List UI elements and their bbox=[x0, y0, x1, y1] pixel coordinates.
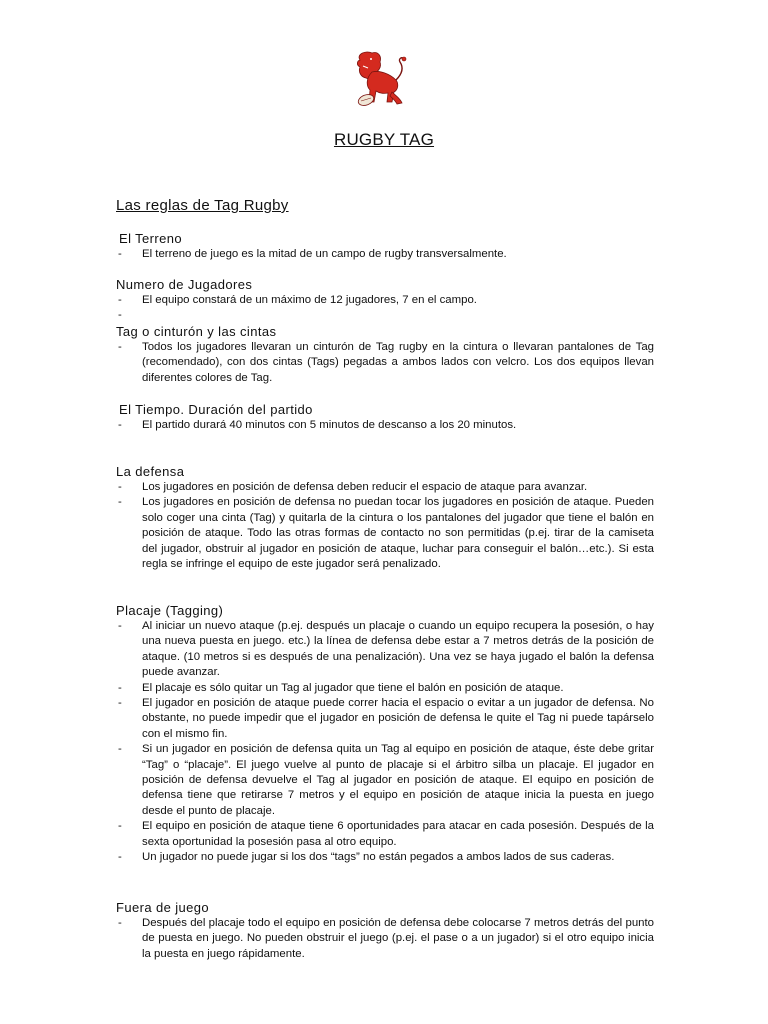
lion-logo-graphic bbox=[352, 50, 412, 112]
section-terreno bbox=[119, 230, 657, 262]
list-item: - Un jugador no puede jugar si los dos “tags” no están pegados a ambos lados de sus caderas. bbox=[116, 850, 654, 865]
section-defensa bbox=[116, 463, 654, 572]
document-title: RUGBY TAG bbox=[333, 130, 435, 149]
list-item: - El equipo constará de un máximo de 12 jugadores, 7 en el campo. bbox=[116, 293, 654, 308]
section-heading: Numero de Jugadores bbox=[116, 277, 253, 292]
lion-logo-icon bbox=[352, 50, 412, 112]
list-item: - El equipo en posición de ataque tiene 6 oportunidades para atacar en cada posesión. Después de la sexta oportunidad la posesión pasa al otro equipo. bbox=[116, 819, 654, 850]
list-item-empty bbox=[116, 308, 654, 323]
section-heading: Tag o cinturón y las cintas bbox=[116, 324, 277, 339]
section-fuera-de-juego bbox=[116, 899, 654, 962]
list-item: - Todos los jugadores llevaran un cinturón de Tag rugby en la cintura o llevaran pantalones de Tag (recomendado), con dos cintas (Tags) pegadas a ambos lados con velcro. Los dos equipos llevan diferentes colores de Tag. bbox=[116, 340, 654, 386]
list-item: - El placaje es sólo quitar un Tag al jugador que tiene el balón en posición de ataque. bbox=[116, 681, 654, 696]
list-item: - Al iniciar un nuevo ataque (p.ej. después un placaje o cuando un equipo recupera la posesión, o hay una nueva puesta en juego. etc.) la línea de defensa debe estar a 7 metros detrás de la posición de ataque. (10 metros si es después de una penalización). Una vez se haya jugado el balón la defensa puede avanzar. bbox=[116, 619, 654, 681]
section-heading: El Terreno bbox=[119, 231, 183, 246]
section-placaje bbox=[116, 602, 654, 866]
section-jugadores bbox=[116, 276, 654, 324]
section-heading: La defensa bbox=[116, 464, 185, 479]
section-heading: Placaje (Tagging) bbox=[116, 603, 224, 618]
list-item: - El partido durará 40 minutos con 5 minutos de descanso a los 20 minutos. bbox=[116, 418, 657, 433]
section-tiempo bbox=[119, 401, 657, 433]
section-heading: El Tiempo. Duración del partido bbox=[119, 402, 313, 417]
list-item: - El jugador en posición de ataque puede correr hacia el espacio o evitar a un jugador de defensa. No obstante, no puede impedir que el jugador en posición de defensa le quite el Tag ni puede tapárselo con el mismo fin. bbox=[116, 696, 654, 742]
section-heading: Fuera de juego bbox=[116, 900, 210, 915]
list-item: - Los jugadores en posición de defensa no puedan tocar los jugadores en posición de ataque. Pueden solo coger una cinta (Tag) y quitarla de la cintura o los pantalones del jugador que tiene el balón en posición de ataque. Todo las otras formas de contacto no son permitidas (p.ej. tirar de la camiseta del jugador, obstruir al jugador en posición de ataque, luchar para conseguir el balón…etc.). Si esta regla se infringe el equipo de este jugador será penalizado. bbox=[116, 495, 654, 572]
section-tag-cinturon bbox=[116, 323, 654, 386]
rules-subtitle: Las reglas de Tag Rugby bbox=[116, 197, 289, 214]
list-item: - Después del placaje todo el equipo en posición de defensa debe colocarse 7 metros detrás del punto de puesta en juego. No pueden obstruir el juego (p.ej. el pase o a un jugador) si el otro equipo inicia la puesta en juego rápidamente. bbox=[116, 916, 654, 962]
list-item: - Los jugadores en posición de defensa deben reducir el espacio de ataque para avanzar. bbox=[116, 480, 654, 495]
list-item: - El terreno de juego es la mitad de un campo de rugby transversalmente. bbox=[116, 247, 657, 262]
list-item: - Si un jugador en posición de defensa quita un Tag al equipo en posición de ataque, éste debe gritar “Tag” o “placaje”. El juego vuelve al punto de placaje si el árbitro silba un placaje. El jugador en posición de defensa devuelve el Tag al jugador en posición de ataque. El equipo en posición de defensa tiene que retirarse 7 metros y el equipo en posición de ataque inicia la puesta en juego desde el punto de placaje. bbox=[116, 742, 654, 819]
